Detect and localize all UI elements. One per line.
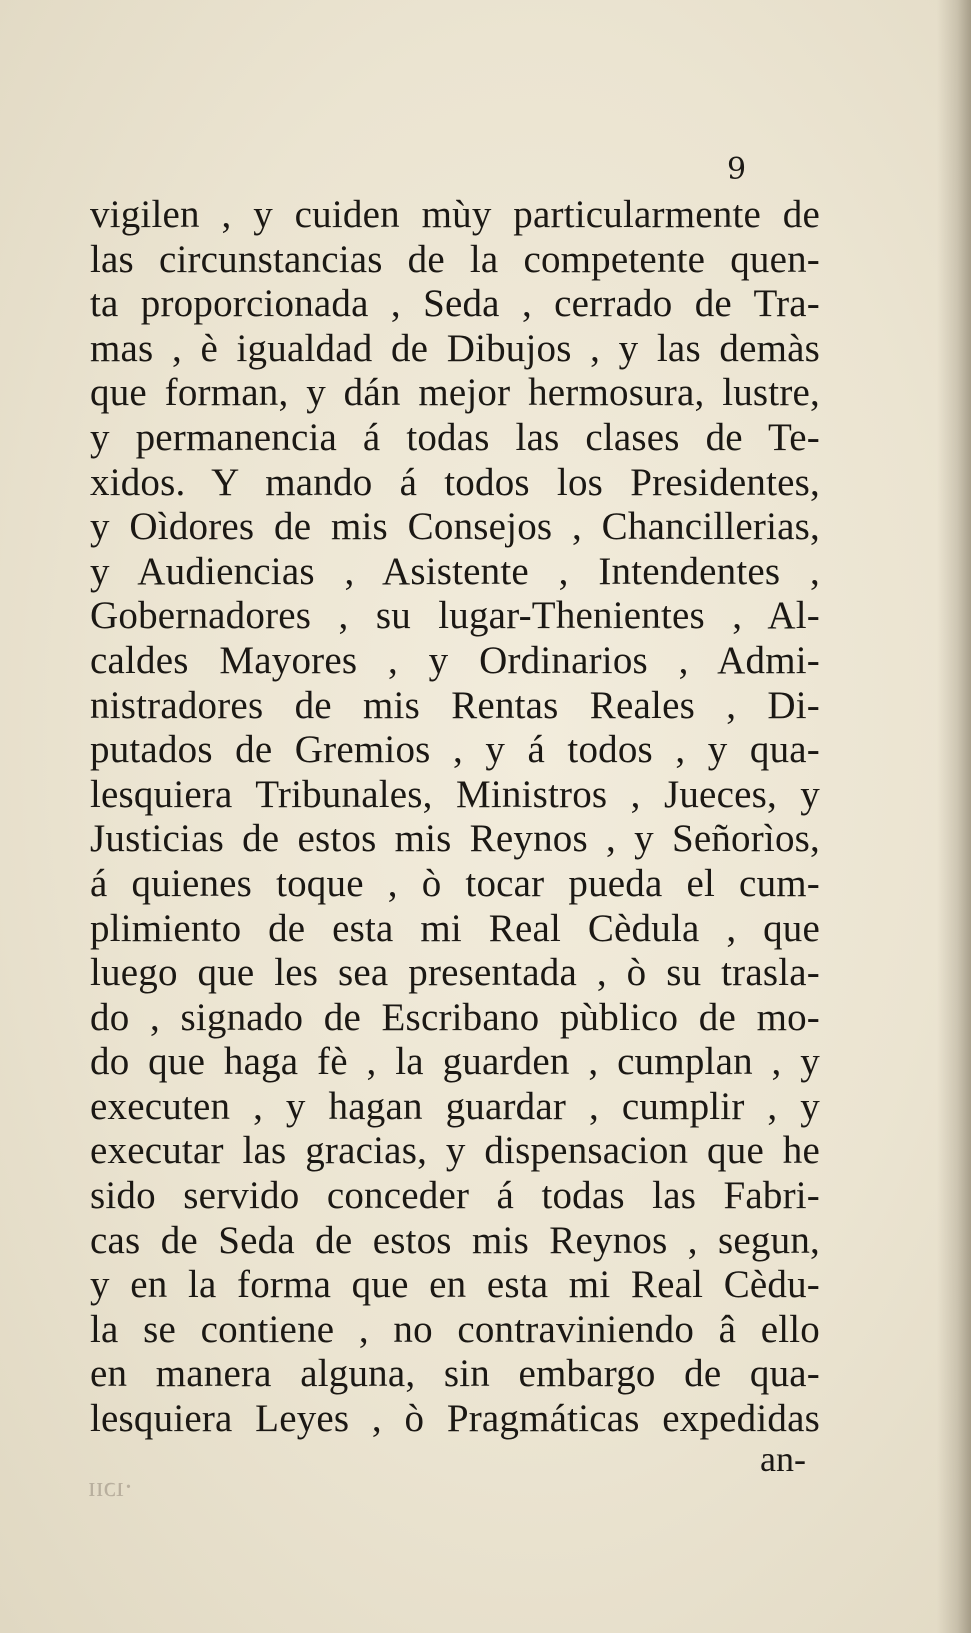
text-line: plimiento de esta mi Real Cèdula , que xyxy=(90,906,820,950)
page-edge-shadow xyxy=(937,0,971,1633)
text-line: y en la forma que en esta mi Real Cèdu- xyxy=(90,1263,820,1307)
text-line: en manera alguna, sin embargo de qua- xyxy=(90,1352,820,1396)
text-line: las circunstancias de la competente quen- xyxy=(90,237,820,281)
text-line: do , signado de Escribano pùblico de mo- xyxy=(90,995,820,1039)
text-line: executen , y hagan guardar , cumplir , y xyxy=(90,1084,820,1128)
text-line: ta proporcionada , Seda , cerrado de Tra- xyxy=(90,282,820,326)
text-line: á quienes toque , ò tocar pueda el cum- xyxy=(90,861,820,905)
text-line: y Audiencias , Asistente , Intendentes , xyxy=(90,549,820,593)
text-line: lesquiera Tribunales, Ministros , Jueces, y xyxy=(90,772,820,816)
text-line: nistradores de mis Rentas Reales , Di- xyxy=(90,683,820,727)
text-line: vigilen , y cuiden mùy particularmente de xyxy=(90,193,820,236)
body-text xyxy=(90,193,820,1442)
bleed-through-text: ·ıɔɪɪ xyxy=(88,1472,134,1503)
text-line: cas de Seda de estos mis Reynos , segun, xyxy=(90,1218,820,1262)
text-line: putados de Gremios , y á todos , y qua- xyxy=(90,728,820,772)
text-line: Justicias de estos mis Reynos , y Señorìos, xyxy=(90,817,820,861)
catchword: an- xyxy=(760,1439,806,1479)
text-line: mas , è igualdad de Dibujos , y las demàs xyxy=(90,326,820,370)
page-number: 9 xyxy=(727,152,747,187)
text-line: do que haga fè , la guarden , cumplan , y xyxy=(90,1040,820,1084)
text-line: la se contiene , no contraviniendo â ello xyxy=(90,1307,820,1351)
text-line: caldes Mayores , y Ordinarios , Admi- xyxy=(90,638,820,682)
text-line: executar las gracias, y dispensacion que he xyxy=(90,1129,820,1173)
text-line: Gobernadores , su lugar-Thenientes , Al- xyxy=(90,594,820,638)
text-line: xidos. Y mando á todos los Presidentes, xyxy=(90,460,820,504)
text-line: que forman, y dán mejor hermosura, lustre, xyxy=(90,371,820,415)
text-line: y permanencia á todas las clases de Te- xyxy=(90,415,820,459)
text-line: y Oìdores de mis Consejos , Chancillerias, xyxy=(90,505,820,549)
text-line: lesquiera Leyes , ò Pragmáticas expedidas xyxy=(90,1397,820,1441)
text-line: sido servido conceder á todas las Fabri- xyxy=(90,1174,820,1218)
text-line: luego que les sea presentada , ò su trasla- xyxy=(90,951,820,995)
